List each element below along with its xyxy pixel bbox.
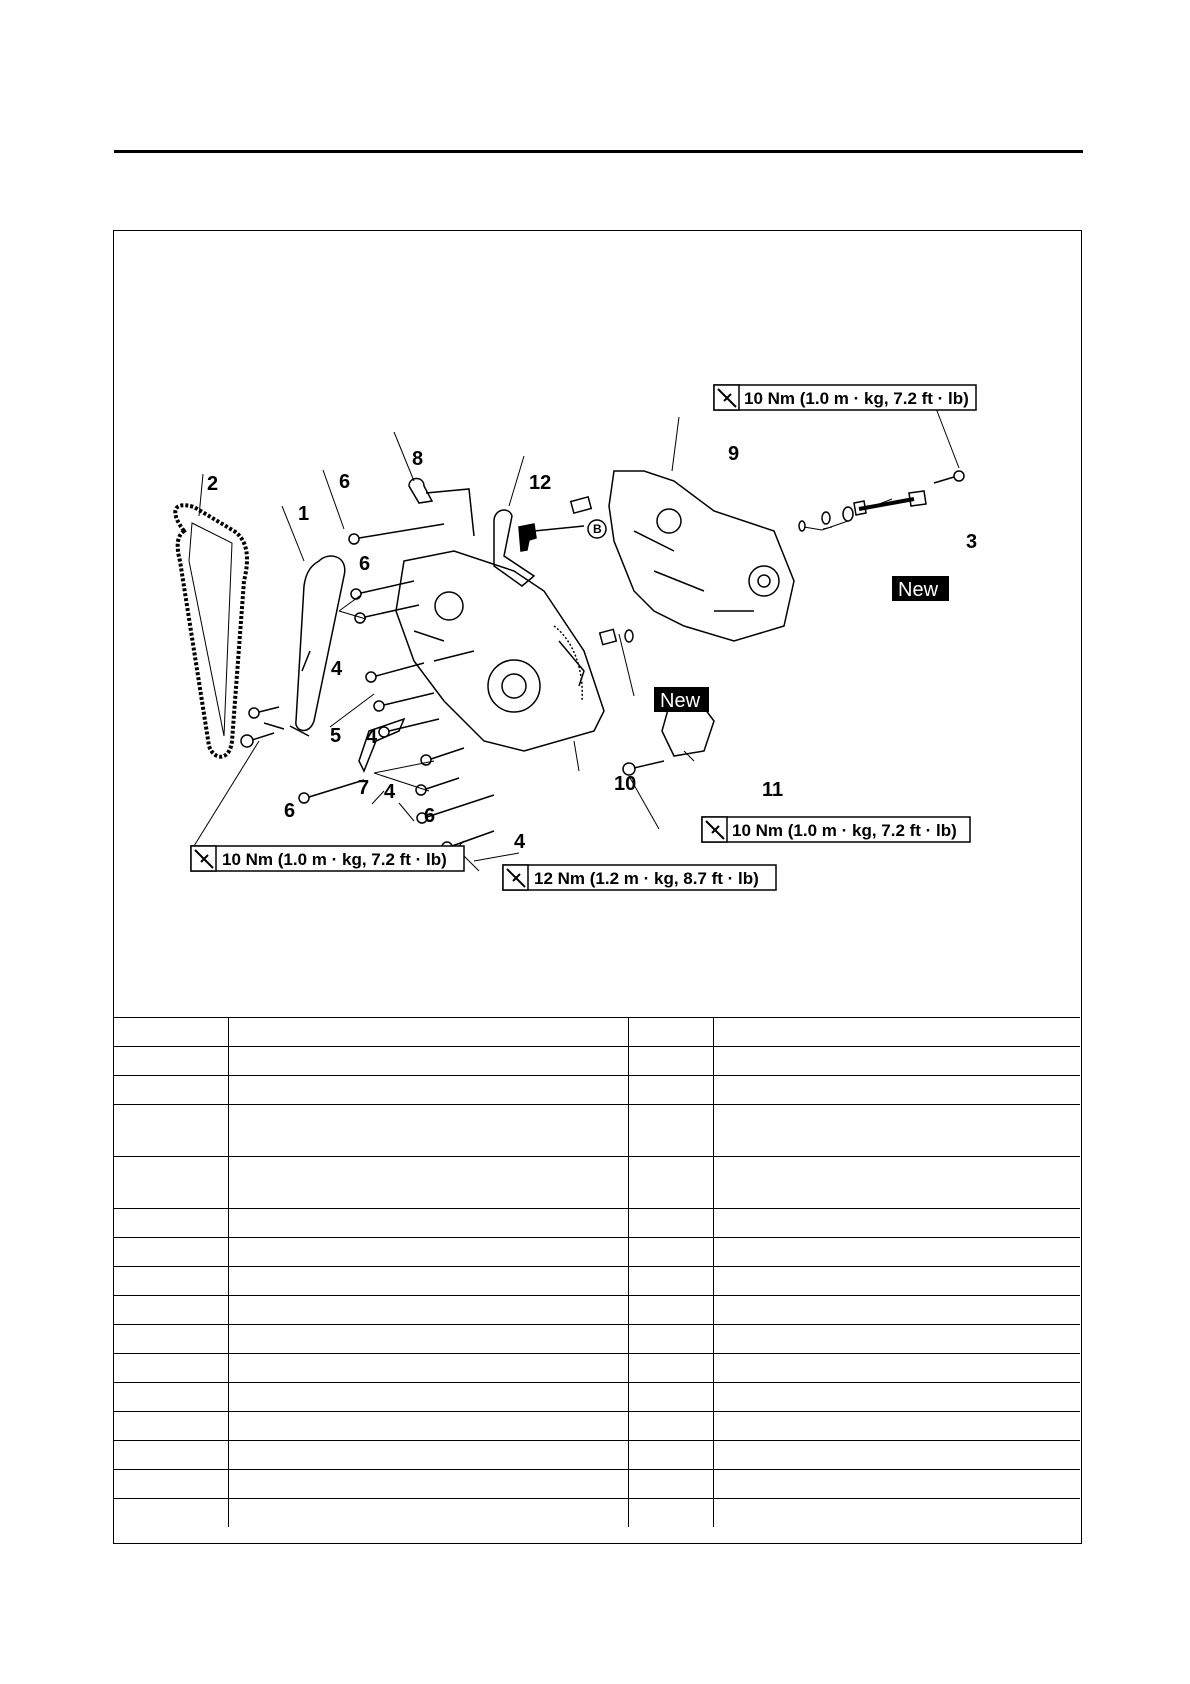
callout-5: 5 [330,725,342,747]
table-row [114,1018,1080,1047]
table-row [114,1441,1080,1470]
callout-6: 6 [424,805,436,827]
svg-text:12 Nm (1.2 m · kg, 8.7 ft · lb: 12 Nm (1.2 m · kg, 8.7 ft · lb) [534,869,759,888]
table-row [114,1105,1080,1157]
svg-text:10 Nm (1.0 m · kg, 7.2 ft · lb: 10 Nm (1.0 m · kg, 7.2 ft · lb) [732,821,957,840]
table-row [114,1354,1080,1383]
svg-text:10 Nm (1.0 m · kg, 7.2 ft · lb: 10 Nm (1.0 m · kg, 7.2 ft · lb) [744,389,969,408]
table-cell [114,1354,228,1383]
table-row [114,1412,1080,1441]
table-cell [114,1267,228,1296]
table-cell [628,1157,713,1209]
torque-spec-right [702,817,970,842]
table-cell [628,1047,713,1076]
new-badge-center [654,687,709,712]
table-cell [628,1105,713,1157]
table-cell [114,1209,228,1238]
callout-6: 6 [339,471,351,493]
table-row [114,1157,1080,1209]
table-row [114,1047,1080,1076]
table-row [114,1499,1080,1528]
callout-11: 11 [762,779,784,801]
callout-4: 4 [384,781,396,803]
table-cell [228,1209,628,1238]
table-cell [628,1470,713,1499]
grease-symbol [519,524,536,551]
table-cell [713,1209,1080,1238]
table-cell [228,1383,628,1412]
parts-table [114,1017,1080,1527]
table-cell [713,1238,1080,1267]
svg-text:10 Nm (1.0 m · kg, 7.2 ft · lb: 10 Nm (1.0 m · kg, 7.2 ft · lb) [222,850,447,869]
table-cell [713,1157,1080,1209]
table-cell [228,1296,628,1325]
svg-text:B: B [593,522,602,536]
callout-4: 4 [331,658,343,680]
table-cell [628,1296,713,1325]
table-row [114,1470,1080,1499]
table-cell [114,1047,228,1076]
table-cell [114,1296,228,1325]
table-cell [628,1076,713,1105]
table-cell [628,1267,713,1296]
callout-2: 2 [207,473,219,495]
table-cell [114,1499,228,1528]
torque-spec-top [714,385,976,410]
timing-chain-part [175,505,247,756]
table-cell [713,1499,1080,1528]
chain-guide-part [296,556,345,730]
crankcase-exploded-diagram [114,231,1080,1017]
left-crankcase-part [396,551,604,751]
svg-text:New: New [660,690,701,712]
table-row [114,1296,1080,1325]
callout-8: 8 [412,448,424,470]
table-row [114,1383,1080,1412]
torque-spec-left [191,846,464,871]
table-cell [228,1441,628,1470]
svg-text:New: New [898,579,939,601]
table-row [114,1076,1080,1105]
table-cell [228,1499,628,1528]
table-cell [713,1470,1080,1499]
table-row [114,1209,1080,1238]
table-cell [713,1047,1080,1076]
table-cell [228,1354,628,1383]
callout-4: 4 [514,831,526,853]
callout-10: 10 [614,773,637,795]
table-row [114,1267,1080,1296]
callout-4: 4 [366,726,378,748]
new-badge-right [892,576,949,601]
callout-7: 7 [358,777,370,799]
callout-3: 3 [966,531,978,553]
parts-table-body [114,1018,1080,1528]
table-row [114,1238,1080,1267]
callout-6: 6 [359,553,371,575]
header-rule [114,150,1083,153]
table-cell [228,1267,628,1296]
table-cell [628,1018,713,1047]
table-cell [228,1412,628,1441]
table-cell [713,1267,1080,1296]
table-cell [228,1047,628,1076]
table-cell [713,1354,1080,1383]
table-cell [628,1499,713,1528]
callout-9: 9 [728,443,740,465]
table-cell [713,1383,1080,1412]
content-frame [113,230,1082,1544]
table-cell [628,1441,713,1470]
table-row [114,1325,1080,1354]
callout-1: 1 [298,503,310,525]
table-cell [114,1157,228,1209]
table-cell [713,1296,1080,1325]
table-cell [114,1076,228,1105]
table-cell [713,1018,1080,1047]
right-crankcase-part [609,471,794,641]
table-cell [713,1076,1080,1105]
table-cell [628,1238,713,1267]
table-cell [228,1018,628,1047]
table-cell [114,1441,228,1470]
table-cell [628,1383,713,1412]
table-cell [628,1412,713,1441]
callout-12: 12 [529,472,552,494]
table-cell [228,1470,628,1499]
table-cell [114,1470,228,1499]
callout-6: 6 [284,800,296,822]
table-cell [228,1076,628,1105]
table-cell [228,1325,628,1354]
table-cell [114,1383,228,1412]
torque-spec-bottom [503,865,776,890]
table-cell [114,1018,228,1047]
table-cell [713,1325,1080,1354]
table-cell [628,1354,713,1383]
table-cell [114,1325,228,1354]
table-cell [228,1105,628,1157]
breather-part [409,479,432,504]
table-cell [628,1325,713,1354]
table-cell [713,1412,1080,1441]
table-cell [228,1238,628,1267]
table-cell [713,1105,1080,1157]
table-cell [114,1105,228,1157]
table-cell [228,1157,628,1209]
table-cell [713,1441,1080,1470]
table-cell [114,1238,228,1267]
table-cell [114,1412,228,1441]
table-cell [628,1209,713,1238]
